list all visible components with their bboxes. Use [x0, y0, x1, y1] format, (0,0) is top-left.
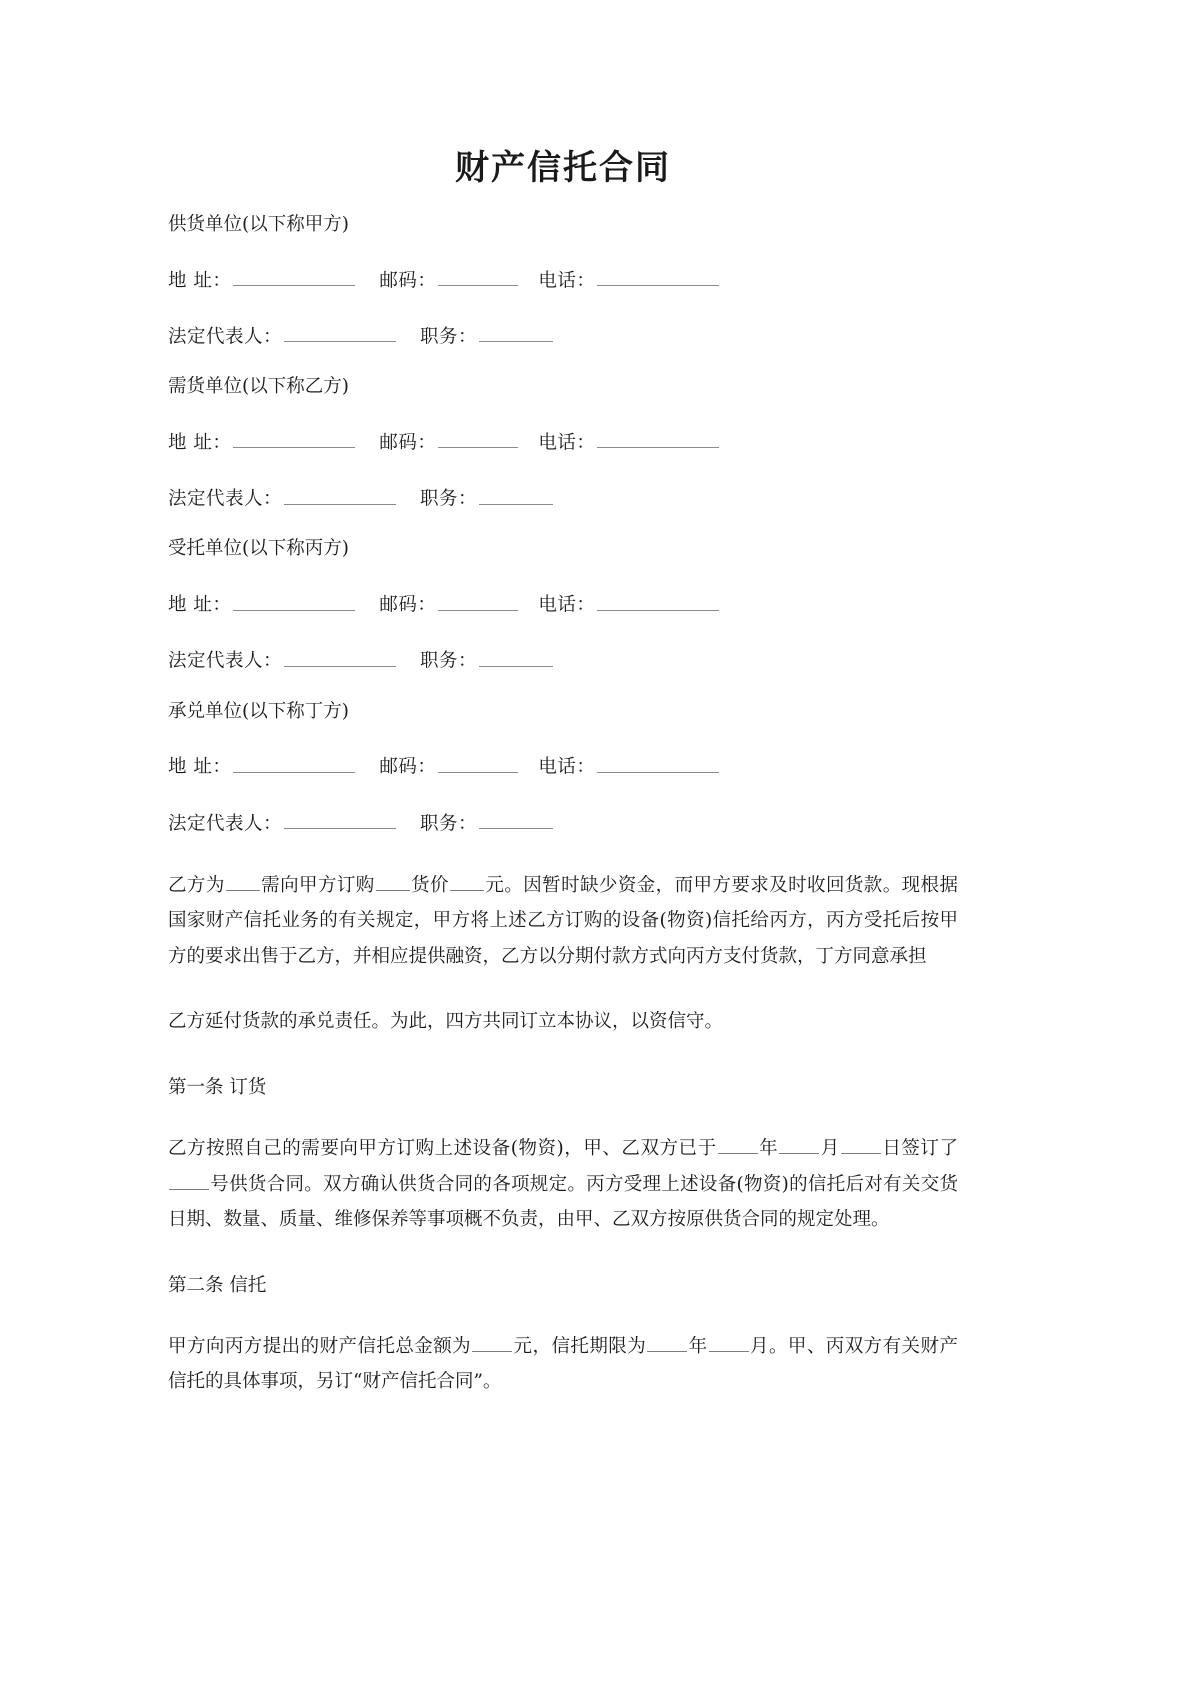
address-input[interactable]	[233, 267, 355, 287]
goods-name-input[interactable]	[226, 871, 260, 891]
representative-input[interactable]	[284, 323, 396, 343]
preamble-part4: 元。因暂时缺少资金，而甲方要求及时收回货款。现根据国家财产信托业务的有关规定，甲方将上述乙方订购的设备(物资)信托给丙方，丙方受托后按甲方的要求出售于乙方，并相应提供融资，乙方以分期付款方式向丙方支付货款，丁方同意承担	[168, 874, 958, 967]
representative-label: 法定代表人：	[168, 813, 283, 835]
clause1-day-label: 日签订了	[881, 1138, 958, 1159]
clause1-month-label: 月	[820, 1138, 840, 1159]
clause1-year-label: 年	[758, 1138, 779, 1159]
party-block-dingfang	[168, 676, 958, 838]
contract-number-input[interactable]	[169, 1170, 209, 1190]
zip-input[interactable]	[438, 429, 518, 449]
clause2-text-a: 甲方向丙方提出的财产信托总金额为	[168, 1335, 472, 1357]
clause1-text-a: 乙方按照自己的需要向甲方订购上述设备(物资)，甲、乙双方已于	[168, 1138, 717, 1159]
job-title-input[interactable]	[479, 485, 553, 505]
trust-months-input[interactable]	[709, 1332, 749, 1352]
tel-input[interactable]	[597, 429, 719, 449]
party-representative-line	[168, 782, 958, 838]
tel-input[interactable]	[597, 753, 719, 773]
trust-amount-input[interactable]	[472, 1332, 512, 1352]
representative-label: 法定代表人：	[168, 488, 283, 510]
party-block-yifang	[168, 351, 958, 513]
preamble-paragraph	[168, 838, 958, 975]
address-input[interactable]	[233, 591, 355, 611]
zip-input[interactable]	[438, 753, 518, 773]
preamble-part1: 乙方为	[168, 874, 225, 896]
party-contact-line	[168, 401, 958, 457]
party-representative-line	[168, 619, 958, 675]
address-label: 地 址：	[168, 432, 232, 454]
representative-label: 法定代表人：	[168, 326, 283, 348]
job-title-label: 职务：	[420, 650, 478, 672]
representative-input[interactable]	[284, 810, 396, 830]
job-title-label: 职务：	[420, 488, 478, 510]
zip-label: 邮码：	[379, 270, 437, 292]
address-label: 地 址：	[168, 594, 232, 616]
trust-years-input[interactable]	[647, 1332, 687, 1352]
job-title-label: 职务：	[420, 813, 478, 835]
representative-input[interactable]	[284, 485, 396, 505]
zip-label: 邮码：	[379, 756, 437, 778]
party-heading: 受托单位(以下称丙方)	[168, 538, 349, 560]
clause-body-2	[168, 1303, 958, 1400]
address-label: 地 址：	[168, 270, 232, 292]
tel-input[interactable]	[597, 591, 719, 611]
zip-label: 邮码：	[379, 594, 437, 616]
clause-title-2: 第二条 信托	[168, 1274, 267, 1296]
clause1-text-b: 号供货合同。双方确认供货合同的各项规定。丙方受理上述设备(物资)的信托后对有关交货日期、数量、质量、维修保养等事项概不负责，由甲、乙双方按原供货合同的规定处理。	[168, 1173, 958, 1231]
job-title-input[interactable]	[479, 647, 553, 667]
party-contact-line	[168, 725, 958, 781]
order-month-input[interactable]	[779, 1135, 819, 1155]
party-heading: 承兑单位(以下称丁方)	[168, 700, 349, 722]
address-input[interactable]	[233, 753, 355, 773]
job-title-input[interactable]	[479, 810, 553, 830]
zip-input[interactable]	[438, 591, 518, 611]
party-contact-line	[168, 239, 958, 295]
tel-label: 电话：	[538, 432, 596, 454]
page-title: 财产信托合同	[455, 148, 671, 188]
preamble-continuation: 乙方延付货款的承兑责任。为此，四方共同订立本协议，以资信守。	[168, 1011, 724, 1033]
job-title-input[interactable]	[479, 323, 553, 343]
clause2-month-label: 月。甲、丙双方有关财产信托的具体事项，另订“财产信托合同”。	[168, 1335, 958, 1393]
preamble-part2: 需向甲方订购	[260, 874, 375, 896]
zip-input[interactable]	[438, 267, 518, 287]
goods-price-input[interactable]	[450, 871, 484, 891]
party-heading: 需货单位(以下称乙方)	[168, 376, 349, 398]
party-representative-line	[168, 295, 958, 351]
document-content	[168, 0, 958, 1400]
representative-input[interactable]	[284, 647, 396, 667]
tel-input[interactable]	[597, 267, 719, 287]
address-input[interactable]	[233, 429, 355, 449]
clause-body-1	[168, 1105, 958, 1238]
party-representative-line	[168, 457, 958, 513]
tel-label: 电话：	[538, 756, 596, 778]
party-heading: 供货单位(以下称甲方)	[168, 213, 349, 235]
job-title-label: 职务：	[420, 326, 478, 348]
party-contact-line	[168, 563, 958, 619]
zip-label: 邮码：	[379, 432, 437, 454]
representative-label: 法定代表人：	[168, 650, 283, 672]
party-block-bingfang	[168, 513, 958, 675]
address-label: 地 址：	[168, 756, 232, 778]
clause2-year-label: 年	[688, 1335, 708, 1357]
party-block-jiafang	[168, 189, 958, 351]
tel-label: 电话：	[538, 270, 596, 292]
order-day-input[interactable]	[841, 1135, 881, 1155]
order-year-input[interactable]	[718, 1135, 758, 1155]
clause2-amount-unit: 元，信托期限为	[513, 1335, 647, 1357]
clause-title-1: 第一条 订货	[168, 1076, 267, 1098]
preamble-part3: 货价	[410, 874, 449, 896]
tel-label: 电话：	[538, 594, 596, 616]
goods-quantity-input[interactable]	[376, 871, 410, 891]
